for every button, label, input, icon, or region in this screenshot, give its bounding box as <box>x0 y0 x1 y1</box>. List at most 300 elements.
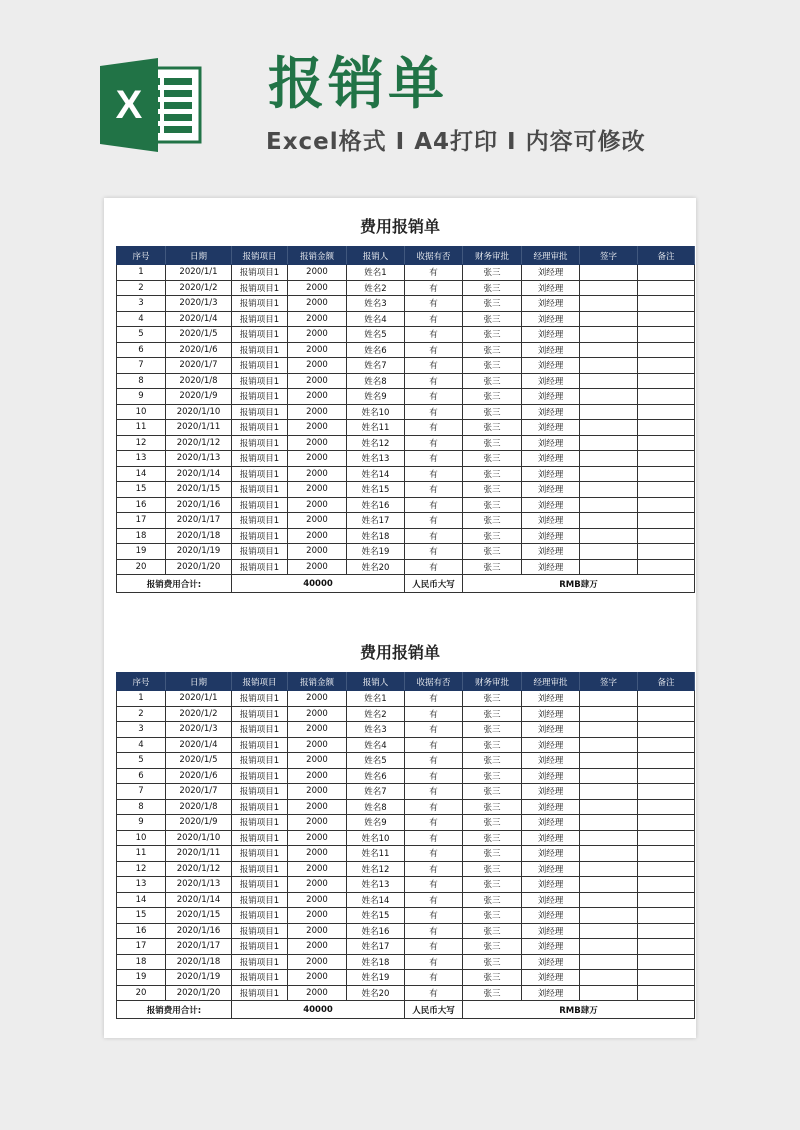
table-cell: 报销项目1 <box>232 784 288 800</box>
table-cell: 姓名9 <box>347 815 405 831</box>
table-cell: 姓名1 <box>347 691 405 707</box>
table-cell: 2000 <box>288 691 347 707</box>
table-cell: 姓名9 <box>347 389 405 405</box>
table-cell: 2000 <box>288 970 347 986</box>
table-cell: 张三 <box>463 466 522 482</box>
table-cell: 张三 <box>463 753 522 769</box>
table-cell: 9 <box>117 815 166 831</box>
table-cell: 有 <box>405 954 463 970</box>
table-row <box>117 296 695 312</box>
table-cell: 2020/1/12 <box>166 435 232 451</box>
table-cell <box>638 861 695 877</box>
table-cell: 姓名18 <box>347 954 405 970</box>
table-cell: 刘经理 <box>522 435 580 451</box>
table-cell: 2000 <box>288 513 347 529</box>
table-cell: 姓名19 <box>347 970 405 986</box>
table-cell: 有 <box>405 923 463 939</box>
table-cell: 刘经理 <box>522 280 580 296</box>
table-cell: 6 <box>117 768 166 784</box>
table-cell: 2020/1/18 <box>166 528 232 544</box>
amount-in-words-value: RMB肆万 <box>463 575 695 593</box>
table-cell: 张三 <box>463 265 522 281</box>
table-cell <box>580 753 638 769</box>
table-cell: 20 <box>117 985 166 1001</box>
table-cell: 有 <box>405 342 463 358</box>
table-cell: 报销项目1 <box>232 830 288 846</box>
table-cell: 13 <box>117 451 166 467</box>
table-cell: 报销项目1 <box>232 420 288 436</box>
table-cell: 2020/1/4 <box>166 311 232 327</box>
table-cell: 有 <box>405 497 463 513</box>
table-cell <box>580 985 638 1001</box>
table-cell: 刘经理 <box>522 768 580 784</box>
table-cell: 张三 <box>463 706 522 722</box>
table-cell: 14 <box>117 466 166 482</box>
table-cell: 报销项目1 <box>232 389 288 405</box>
table-cell: 报销项目1 <box>232 923 288 939</box>
table-row <box>117 939 695 955</box>
table-cell: 5 <box>117 327 166 343</box>
table-header-row <box>117 247 695 265</box>
table-row <box>117 737 695 753</box>
table-cell: 报销项目1 <box>232 435 288 451</box>
page-subtitle: Excel格式 I A4打印 I 内容可修改 <box>266 129 646 155</box>
table-cell: 刘经理 <box>522 970 580 986</box>
table-cell: 报销项目1 <box>232 908 288 924</box>
table-cell: 刘经理 <box>522 404 580 420</box>
table-cell <box>580 877 638 893</box>
table-cell: 2000 <box>288 342 347 358</box>
table-cell <box>638 691 695 707</box>
table-cell: 张三 <box>463 482 522 498</box>
table-row <box>117 768 695 784</box>
table-cell <box>638 737 695 753</box>
table-cell: 3 <box>117 722 166 738</box>
table-cell <box>638 435 695 451</box>
table-cell <box>638 722 695 738</box>
table-cell: 2000 <box>288 466 347 482</box>
table-cell: 刘经理 <box>522 544 580 560</box>
amount-in-words-value: RMB肆万 <box>463 1001 695 1019</box>
amount-in-words-label: 人民币大写 <box>405 1001 463 1019</box>
table-row <box>117 280 695 296</box>
table-cell <box>638 846 695 862</box>
table-cell <box>580 544 638 560</box>
table-cell: 2020/1/1 <box>166 265 232 281</box>
table-cell <box>580 296 638 312</box>
table-cell: 2000 <box>288 768 347 784</box>
table-cell <box>638 482 695 498</box>
table-cell: 姓名20 <box>347 985 405 1001</box>
table-cell: 2000 <box>288 559 347 575</box>
table-cell: 报销项目1 <box>232 404 288 420</box>
table-cell: 2020/1/6 <box>166 342 232 358</box>
column-header: 日期 <box>166 673 232 691</box>
table-cell: 报销项目1 <box>232 892 288 908</box>
table-cell <box>580 327 638 343</box>
column-header: 报销金额 <box>288 247 347 265</box>
table-cell: 报销项目1 <box>232 358 288 374</box>
table-cell <box>638 784 695 800</box>
table-cell: 刘经理 <box>522 373 580 389</box>
table-cell: 2020/1/9 <box>166 815 232 831</box>
table-cell: 2000 <box>288 877 347 893</box>
table-cell: 张三 <box>463 908 522 924</box>
table-cell: 15 <box>117 908 166 924</box>
column-header: 财务审批 <box>463 673 522 691</box>
table-cell: 18 <box>117 954 166 970</box>
table-cell: 2000 <box>288 954 347 970</box>
table-cell: 张三 <box>463 861 522 877</box>
table-row <box>117 861 695 877</box>
table-cell: 2020/1/19 <box>166 544 232 560</box>
total-amount: 40000 <box>232 1001 405 1019</box>
table-row <box>117 311 695 327</box>
column-header: 备注 <box>638 247 695 265</box>
table-cell: 刘经理 <box>522 846 580 862</box>
table-cell: 4 <box>117 311 166 327</box>
table-cell: 10 <box>117 404 166 420</box>
table-cell: 2000 <box>288 265 347 281</box>
total-amount: 40000 <box>232 575 405 593</box>
table-row <box>117 528 695 544</box>
table-cell: 有 <box>405 753 463 769</box>
table-cell: 张三 <box>463 954 522 970</box>
table-cell: 有 <box>405 265 463 281</box>
table-row <box>117 892 695 908</box>
table-cell: 2000 <box>288 482 347 498</box>
table-cell: 姓名2 <box>347 280 405 296</box>
table-cell: 2020/1/10 <box>166 404 232 420</box>
table-cell: 有 <box>405 784 463 800</box>
table-cell <box>638 342 695 358</box>
table-cell: 报销项目1 <box>232 265 288 281</box>
table-cell: 2000 <box>288 404 347 420</box>
table-body <box>117 691 695 1001</box>
table-cell: 张三 <box>463 404 522 420</box>
table-cell: 张三 <box>463 544 522 560</box>
table-cell: 2020/1/16 <box>166 497 232 513</box>
table-cell: 姓名2 <box>347 706 405 722</box>
table-cell <box>580 939 638 955</box>
table-cell: 姓名3 <box>347 296 405 312</box>
table-cell: 报销项目1 <box>232 373 288 389</box>
expense-sheet-2 <box>116 642 684 1019</box>
table-cell <box>638 877 695 893</box>
table-cell: 刘经理 <box>522 923 580 939</box>
table-cell: 报销项目1 <box>232 970 288 986</box>
column-header: 财务审批 <box>463 247 522 265</box>
table-cell: 张三 <box>463 559 522 575</box>
column-header: 报销人 <box>347 673 405 691</box>
table-cell <box>580 404 638 420</box>
table-cell: 2020/1/14 <box>166 466 232 482</box>
table-cell: 张三 <box>463 296 522 312</box>
table-cell: 刘经理 <box>522 389 580 405</box>
table-cell: 2020/1/10 <box>166 830 232 846</box>
table-row <box>117 327 695 343</box>
table-row <box>117 342 695 358</box>
table-cell: 姓名16 <box>347 923 405 939</box>
table-cell: 刘经理 <box>522 296 580 312</box>
table-cell: 刘经理 <box>522 497 580 513</box>
table-row <box>117 753 695 769</box>
table-cell: 报销项目1 <box>232 691 288 707</box>
table-cell: 张三 <box>463 970 522 986</box>
table-row <box>117 706 695 722</box>
table-cell <box>580 559 638 575</box>
table-cell <box>580 706 638 722</box>
table-cell: 报销项目1 <box>232 799 288 815</box>
table-cell: 姓名11 <box>347 420 405 436</box>
table-cell: 张三 <box>463 513 522 529</box>
table-cell: 2000 <box>288 706 347 722</box>
column-header: 序号 <box>117 247 166 265</box>
table-row <box>117 358 695 374</box>
column-header: 经理审批 <box>522 247 580 265</box>
table-cell <box>580 482 638 498</box>
table-cell <box>580 954 638 970</box>
table-cell: 2020/1/13 <box>166 451 232 467</box>
table-cell <box>638 311 695 327</box>
table-cell: 2020/1/2 <box>166 706 232 722</box>
table-cell: 7 <box>117 358 166 374</box>
table-cell: 刘经理 <box>522 985 580 1001</box>
table-cell: 有 <box>405 846 463 862</box>
table-cell: 张三 <box>463 784 522 800</box>
table-cell: 姓名3 <box>347 722 405 738</box>
table-cell: 报销项目1 <box>232 497 288 513</box>
table-cell <box>580 830 638 846</box>
table-row <box>117 722 695 738</box>
table-cell <box>638 939 695 955</box>
sheet-title: 费用报销单 <box>359 643 440 662</box>
table-cell: 刘经理 <box>522 892 580 908</box>
table-cell <box>638 296 695 312</box>
table-cell: 2000 <box>288 737 347 753</box>
amount-in-words-label: 人民币大写 <box>405 575 463 593</box>
table-cell: 报销项目1 <box>232 737 288 753</box>
table-cell: 2000 <box>288 846 347 862</box>
table-cell: 姓名20 <box>347 559 405 575</box>
table-cell: 2000 <box>288 389 347 405</box>
table-cell: 有 <box>405 985 463 1001</box>
table-cell <box>580 373 638 389</box>
table-cell: 有 <box>405 559 463 575</box>
table-cell: 有 <box>405 722 463 738</box>
table-cell <box>638 265 695 281</box>
table-cell: 2020/1/15 <box>166 482 232 498</box>
table-cell: 2000 <box>288 722 347 738</box>
table-cell: 11 <box>117 846 166 862</box>
table-cell <box>580 923 638 939</box>
table-cell <box>638 373 695 389</box>
table-cell <box>580 420 638 436</box>
table-cell: 刘经理 <box>522 753 580 769</box>
table-cell <box>580 466 638 482</box>
table-cell <box>638 513 695 529</box>
table-row <box>117 799 695 815</box>
table-cell: 刘经理 <box>522 830 580 846</box>
table-cell: 2000 <box>288 420 347 436</box>
table-row <box>117 482 695 498</box>
table-cell: 5 <box>117 753 166 769</box>
table-cell: 2000 <box>288 815 347 831</box>
table-cell <box>580 861 638 877</box>
table-cell: 2000 <box>288 985 347 1001</box>
table-cell: 9 <box>117 389 166 405</box>
table-cell: 2020/1/5 <box>166 327 232 343</box>
document-page <box>104 198 696 1038</box>
table-cell: 2020/1/11 <box>166 846 232 862</box>
table-cell <box>580 722 638 738</box>
table-cell: 张三 <box>463 389 522 405</box>
table-cell <box>638 892 695 908</box>
table-row <box>117 815 695 831</box>
table-cell: 有 <box>405 404 463 420</box>
table-cell: 2020/1/13 <box>166 877 232 893</box>
table-cell: 2020/1/20 <box>166 985 232 1001</box>
table-cell: 17 <box>117 939 166 955</box>
table-cell: 报销项目1 <box>232 342 288 358</box>
column-header: 报销项目 <box>232 247 288 265</box>
table-cell: 刘经理 <box>522 327 580 343</box>
table-row <box>117 846 695 862</box>
table-cell: 姓名14 <box>347 466 405 482</box>
table-cell: 姓名10 <box>347 404 405 420</box>
expense-table <box>116 246 695 593</box>
table-cell: 刘经理 <box>522 513 580 529</box>
table-cell: 刘经理 <box>522 908 580 924</box>
table-cell <box>638 497 695 513</box>
table-cell: 刘经理 <box>522 861 580 877</box>
table-row <box>117 466 695 482</box>
table-cell: 2000 <box>288 373 347 389</box>
table-cell <box>638 908 695 924</box>
table-row <box>117 923 695 939</box>
table-cell: 张三 <box>463 815 522 831</box>
table-cell: 刘经理 <box>522 559 580 575</box>
table-cell: 姓名17 <box>347 939 405 955</box>
table-cell: 19 <box>117 544 166 560</box>
table-cell <box>580 846 638 862</box>
table-cell <box>638 954 695 970</box>
table-cell: 刘经理 <box>522 691 580 707</box>
table-cell: 姓名12 <box>347 435 405 451</box>
table-cell: 有 <box>405 815 463 831</box>
table-cell: 刘经理 <box>522 358 580 374</box>
table-cell: 姓名14 <box>347 892 405 908</box>
table-row <box>117 265 695 281</box>
table-cell: 2020/1/3 <box>166 722 232 738</box>
table-cell: 姓名5 <box>347 753 405 769</box>
table-cell <box>638 815 695 831</box>
table-cell: 姓名1 <box>347 265 405 281</box>
table-cell: 刘经理 <box>522 451 580 467</box>
table-cell: 19 <box>117 970 166 986</box>
table-cell <box>638 830 695 846</box>
table-cell: 有 <box>405 466 463 482</box>
table-cell: 20 <box>117 559 166 575</box>
table-cell: 姓名16 <box>347 497 405 513</box>
table-cell <box>580 768 638 784</box>
table-cell <box>638 985 695 1001</box>
table-cell: 7 <box>117 784 166 800</box>
table-row <box>117 451 695 467</box>
table-cell: 10 <box>117 830 166 846</box>
table-cell: 姓名5 <box>347 327 405 343</box>
table-row <box>117 830 695 846</box>
table-cell: 姓名4 <box>347 737 405 753</box>
table-cell: 2020/1/2 <box>166 280 232 296</box>
table-cell: 2000 <box>288 908 347 924</box>
table-cell: 刘经理 <box>522 954 580 970</box>
table-cell: 12 <box>117 861 166 877</box>
table-cell: 11 <box>117 420 166 436</box>
table-cell: 张三 <box>463 691 522 707</box>
table-cell <box>638 420 695 436</box>
table-cell <box>580 389 638 405</box>
table-cell <box>580 908 638 924</box>
table-cell: 16 <box>117 497 166 513</box>
table-cell: 有 <box>405 737 463 753</box>
table-cell: 姓名4 <box>347 311 405 327</box>
table-cell: 姓名10 <box>347 830 405 846</box>
column-header: 收据有否 <box>405 673 463 691</box>
table-row <box>117 544 695 560</box>
table-row <box>117 389 695 405</box>
table-cell: 姓名12 <box>347 861 405 877</box>
column-header: 报销人 <box>347 247 405 265</box>
table-cell: 姓名17 <box>347 513 405 529</box>
table-cell: 2000 <box>288 861 347 877</box>
table-row <box>117 497 695 513</box>
table-cell: 姓名11 <box>347 846 405 862</box>
table-cell: 2000 <box>288 830 347 846</box>
table-cell: 刘经理 <box>522 737 580 753</box>
table-cell: 2000 <box>288 451 347 467</box>
table-cell: 报销项目1 <box>232 861 288 877</box>
table-cell: 有 <box>405 892 463 908</box>
table-cell: 姓名8 <box>347 373 405 389</box>
table-cell: 张三 <box>463 280 522 296</box>
table-row <box>117 373 695 389</box>
table-cell: 2000 <box>288 544 347 560</box>
table-cell <box>638 970 695 986</box>
table-cell: 刘经理 <box>522 482 580 498</box>
column-header: 签字 <box>580 673 638 691</box>
expense-table <box>116 672 695 1019</box>
table-cell <box>638 753 695 769</box>
table-cell: 报销项目1 <box>232 815 288 831</box>
excel-logo-icon <box>100 58 204 152</box>
table-cell: 8 <box>117 373 166 389</box>
table-cell: 张三 <box>463 737 522 753</box>
table-cell: 报销项目1 <box>232 706 288 722</box>
table-cell: 有 <box>405 830 463 846</box>
table-cell: 刘经理 <box>522 722 580 738</box>
table-cell: 2020/1/15 <box>166 908 232 924</box>
table-cell: 2020/1/5 <box>166 753 232 769</box>
table-row <box>117 404 695 420</box>
table-cell: 姓名19 <box>347 544 405 560</box>
table-cell: 2000 <box>288 358 347 374</box>
table-cell: 有 <box>405 358 463 374</box>
table-cell: 2020/1/8 <box>166 799 232 815</box>
table-cell <box>580 970 638 986</box>
table-row <box>117 908 695 924</box>
table-cell: 2020/1/6 <box>166 768 232 784</box>
